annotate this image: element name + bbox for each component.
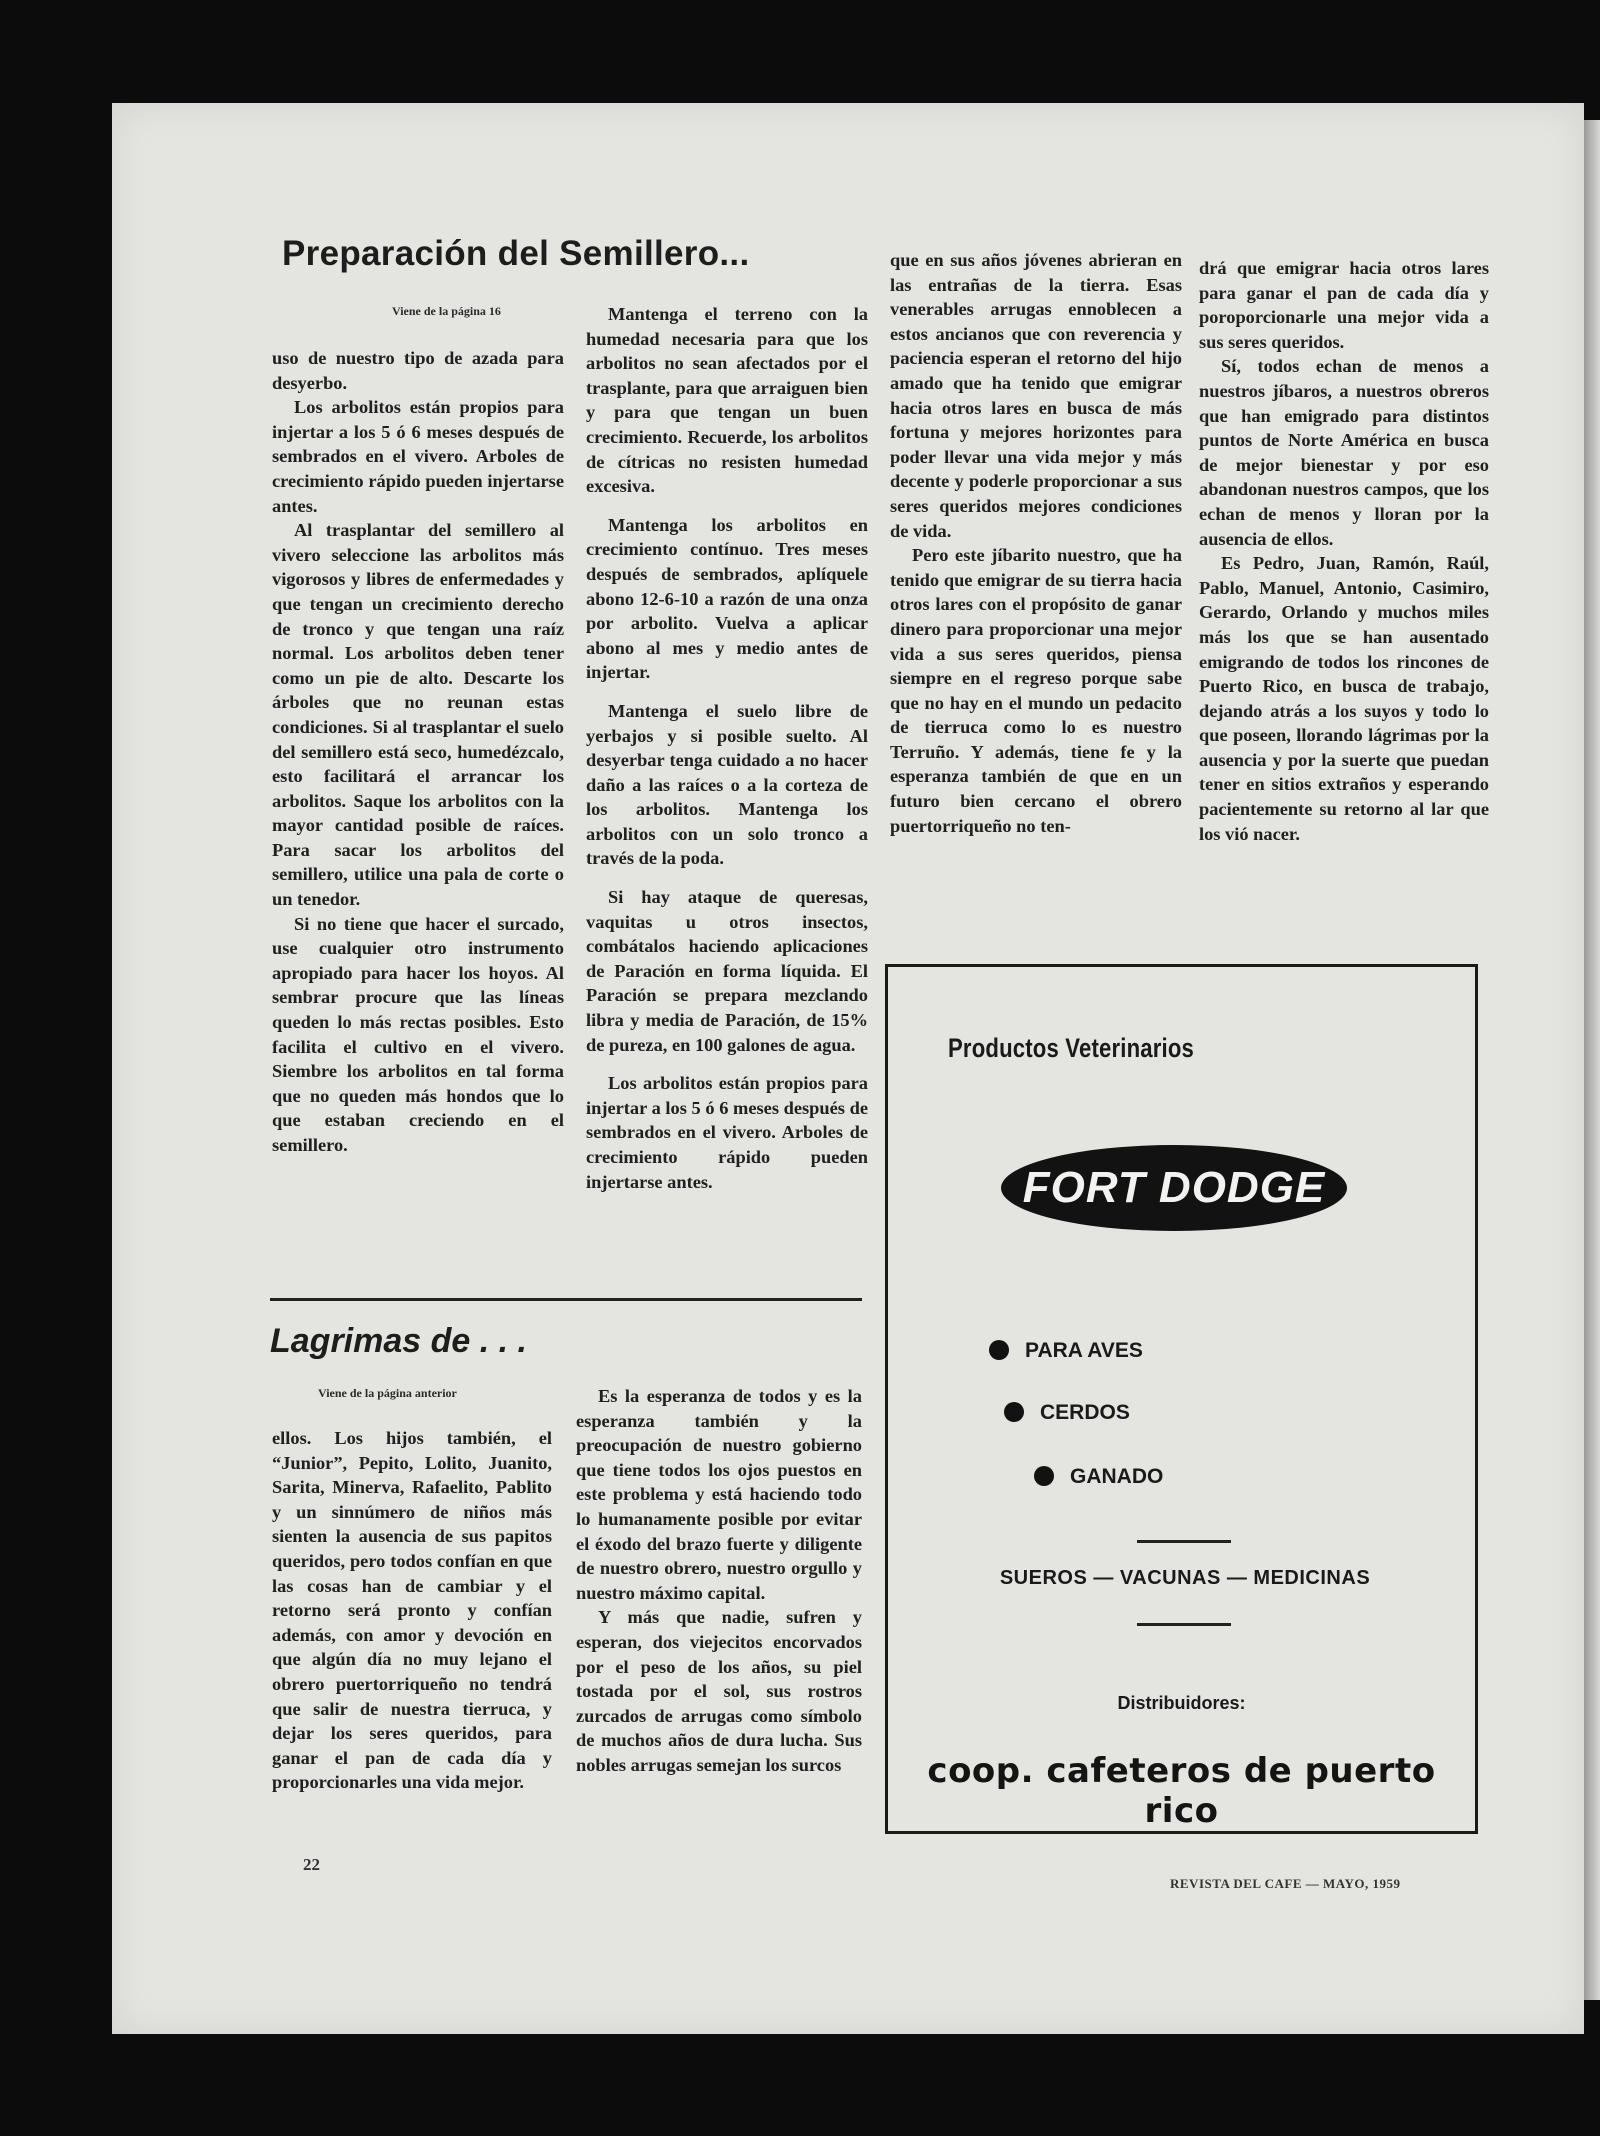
article2-column-2 bbox=[576, 1384, 862, 1778]
paragraph: Mantenga el suelo libre de yerbajos y si posible suelto. Al desyerbar tenga cuidado a no hacer daño a las raíces o a la corteza de los arbolitos. Mantenga los arbolitos con un solo tronco a través de la poda. bbox=[586, 700, 868, 869]
paragraph: Es Pedro, Juan, Ramón, Raúl, Pablo, Manuel, Antonio, Casimiro, Gerardo, Orlando y muchos miles más los que se han ausentado emigrando de todos los rincones de Puerto Rico, en busca de trabajo, dejando atrás a los suyos y todo lo que poseen, llorando lágrimas por la ausencia y por la suerte que puedan tener en sitios extraños y esperando pacientemente su retorno al lar que los vió nacer. bbox=[1199, 553, 1489, 844]
product-list: SUEROS — VACUNAS — MEDICINAS bbox=[999, 1567, 1371, 1589]
article-title-preparacion: Preparación del Semillero... bbox=[282, 234, 750, 273]
continued-from-note: Viene de la página 16 bbox=[392, 304, 501, 318]
fort-dodge-advertisement bbox=[885, 964, 1478, 1834]
paragraph: Si hay ataque de queresas, vaquitas u otros insectos, combátalos haciendo aplicaciones de Paración en forma líquida. El Paración se prepara mezclando libra y media de Paración, de 15% de pureza, en 100 galones de agua. bbox=[586, 887, 868, 1055]
paragraph: Y más que nadie, sufren y esperan, dos viejecitos encorvados por el peso de los años, su piel tostada por el sol, sus rostros zurcados de arrugas como símbolo de muchos años de dura lucha. Sus nobles arrugas semejan los surcos bbox=[576, 1607, 862, 1775]
bullet-dot-icon bbox=[989, 1340, 1009, 1360]
paragraph: Los arbolitos están propios para injertar a los 5 ó 6 meses después de sembrados en el vivero. Arboles de crecimiento rápido pueden injertarse antes. bbox=[586, 1073, 868, 1192]
magazine-footer: REVISTA DEL CAFE — MAYO, 1959 bbox=[1170, 1876, 1401, 1891]
bullet-item bbox=[989, 1339, 1143, 1363]
paragraph: Los arbolitos están propios para injertar a los 5 ó 6 meses después de sembrados en el vivero. Arboles de crecimiento rápido pueden injertarse antes. bbox=[272, 397, 564, 516]
logo-text: FORT DODGE bbox=[1022, 1163, 1326, 1212]
paragraph: Si no tiene que hacer el surcado, use cualquier otro instrumento apropiado para hacer los hoyos. Al sembrar procure que las líneas queden lo más rectas posibles. Esto facilita el cultivo en el vivero. Siembre los arbolitos en tal forma que no queden más hondos que lo que estaban creciendo en el semillero. bbox=[272, 913, 564, 1155]
bullet-label: GANADO bbox=[1070, 1465, 1164, 1488]
paragraph: Mantenga el terreno con la humedad necesaria para que los arbolitos no sean afectados por el trasplante, para que arraiguen bien y para que tengan un buen crecimiento. Recuerde, los arbolitos de cítricas no resisten humedad excesiva. bbox=[586, 304, 868, 497]
article-title-lagrimas: Lagrimas de . . . bbox=[270, 1322, 527, 1360]
ad-title: Productos Veterinarios bbox=[948, 1033, 1194, 1063]
paragraph: Pero este jíbarito nuestro, que ha tenido que emigrar de su tierra hacia otros lares con el propósito de ganar dinero para proporcionar una mejor vida a sus seres queridos, piensa siempre en el regreso porque sabe que no hay en el mundo un pedacito de tierruca como lo es nuestro Terruño. Y además, tiene fe y la esperanza también de que en un futuro bien cercano el obrero puertorriqueño no ten- bbox=[890, 545, 1182, 836]
fort-dodge-logo bbox=[1001, 1145, 1347, 1231]
distributor-name: coop. cafeteros de puerto rico bbox=[927, 1751, 1436, 1831]
bullet-dot-icon bbox=[1034, 1466, 1054, 1486]
article-divider bbox=[270, 1298, 862, 1301]
continuation-column-3 bbox=[890, 248, 1182, 838]
article2-column-1 bbox=[272, 1426, 552, 1795]
distributors-label: Distribuidores: bbox=[1117, 1693, 1246, 1713]
paragraph: Es la esperanza de todos y es la esperanza también y la preocupación de nuestro gobierno que tiene todos los ojos puestos en este problema y está haciendo todo lo humanamente posible por evitar el éxodo del brazo fuerte y diligente de nuestro obrero, nuestro orgullo y nuestro máximo capital. bbox=[576, 1386, 862, 1603]
paragraph: drá que emigrar hacia otros lares para ganar el pan de cada día y poroporcionarle una mejor vida a sus seres queridos. bbox=[1199, 258, 1489, 352]
bullet-label: PARA AVES bbox=[1025, 1339, 1143, 1362]
page-number: 22 bbox=[303, 1855, 320, 1874]
bullet-label: CERDOS bbox=[1040, 1401, 1130, 1424]
bullet-dot-icon bbox=[1004, 1402, 1024, 1422]
continuation-column-4 bbox=[1199, 256, 1489, 846]
bullet-item bbox=[1034, 1465, 1163, 1489]
bullet-item bbox=[1004, 1401, 1130, 1425]
continued-from-note: Viene de la página anterior bbox=[318, 1386, 457, 1400]
article1-column-1 bbox=[272, 346, 564, 1158]
ad-divider bbox=[1137, 1623, 1231, 1626]
article1-column-2 bbox=[586, 302, 868, 1194]
ad-divider bbox=[1137, 1540, 1231, 1543]
paragraph: Al trasplantar del semillero al vivero seleccione las arbolitos más vigorosos y libres de enfermedades y que tengan un crecimiento derecho de tronco y que tengan una raíz normal. Los arbolitos deben tener como un pie de alto. Descarte los árboles que no reunan estas condiciones. Si al trasplantar el suelo del semillero está seco, humedézcalo, esto facilitará el arrancar los arbolitos. Saque los arbolitos con la mayor cantidad posible de raíces. Para sacar los arbolitos del semillero, utilice una pala de corte o un tenedor. bbox=[272, 520, 564, 910]
paragraph: Sí, todos echan de menos a nuestros jíbaros, a nuestros obreros que han emigrado para distintos puntos de Norte América en busca de mejor bienestar y por eso abandonan nuestros campos, que los echan de menos y lloran por la ausencia de ellos. bbox=[1199, 356, 1489, 549]
book-gutter bbox=[1584, 120, 1600, 2000]
paragraph: ellos. Los hijos también, el “Junior”, Pepito, Lolito, Juanito, Sarita, Minerva, Rafaelito, Pablito y un sinnúmero de niños más sienten la ausencia de sus papitos queridos, pero todos confían en que las cosas han de cambiar y el retorno será pronto y confían además, con amor y devoción en que algún día no muy lejano el obrero puertorriqueño no tendrá que salir de nuestra tierruca, y dejar los seres queridos, para ganar el pan de cada día y proporcionarles una vida mejor. bbox=[272, 1428, 552, 1793]
paragraph: Mantenga los arbolitos en crecimiento contínuo. Tres meses después de sembrados, aplíquele abono 12-6-10 a razón de una onza por arbolito. Vuelva a aplicar abono al mes y medio antes de injertar. bbox=[586, 514, 868, 683]
paragraph: que en sus años jóvenes abrieran en las entrañas de la tierra. Esas venerables arrugas ennoblecen a estos ancianos que con reverencia y paciencia esperan el retorno del hijo amado que ha tenido que emigrar hacia otros lares en busca de más fortuna y mejores horizontes para poder llevar una vida mejor y más decente y poderle proporcionar a sus seres queridos mejores condiciones de vida. bbox=[890, 250, 1182, 541]
paragraph: uso de nuestro tipo de azada para desyerbo. bbox=[272, 348, 564, 393]
